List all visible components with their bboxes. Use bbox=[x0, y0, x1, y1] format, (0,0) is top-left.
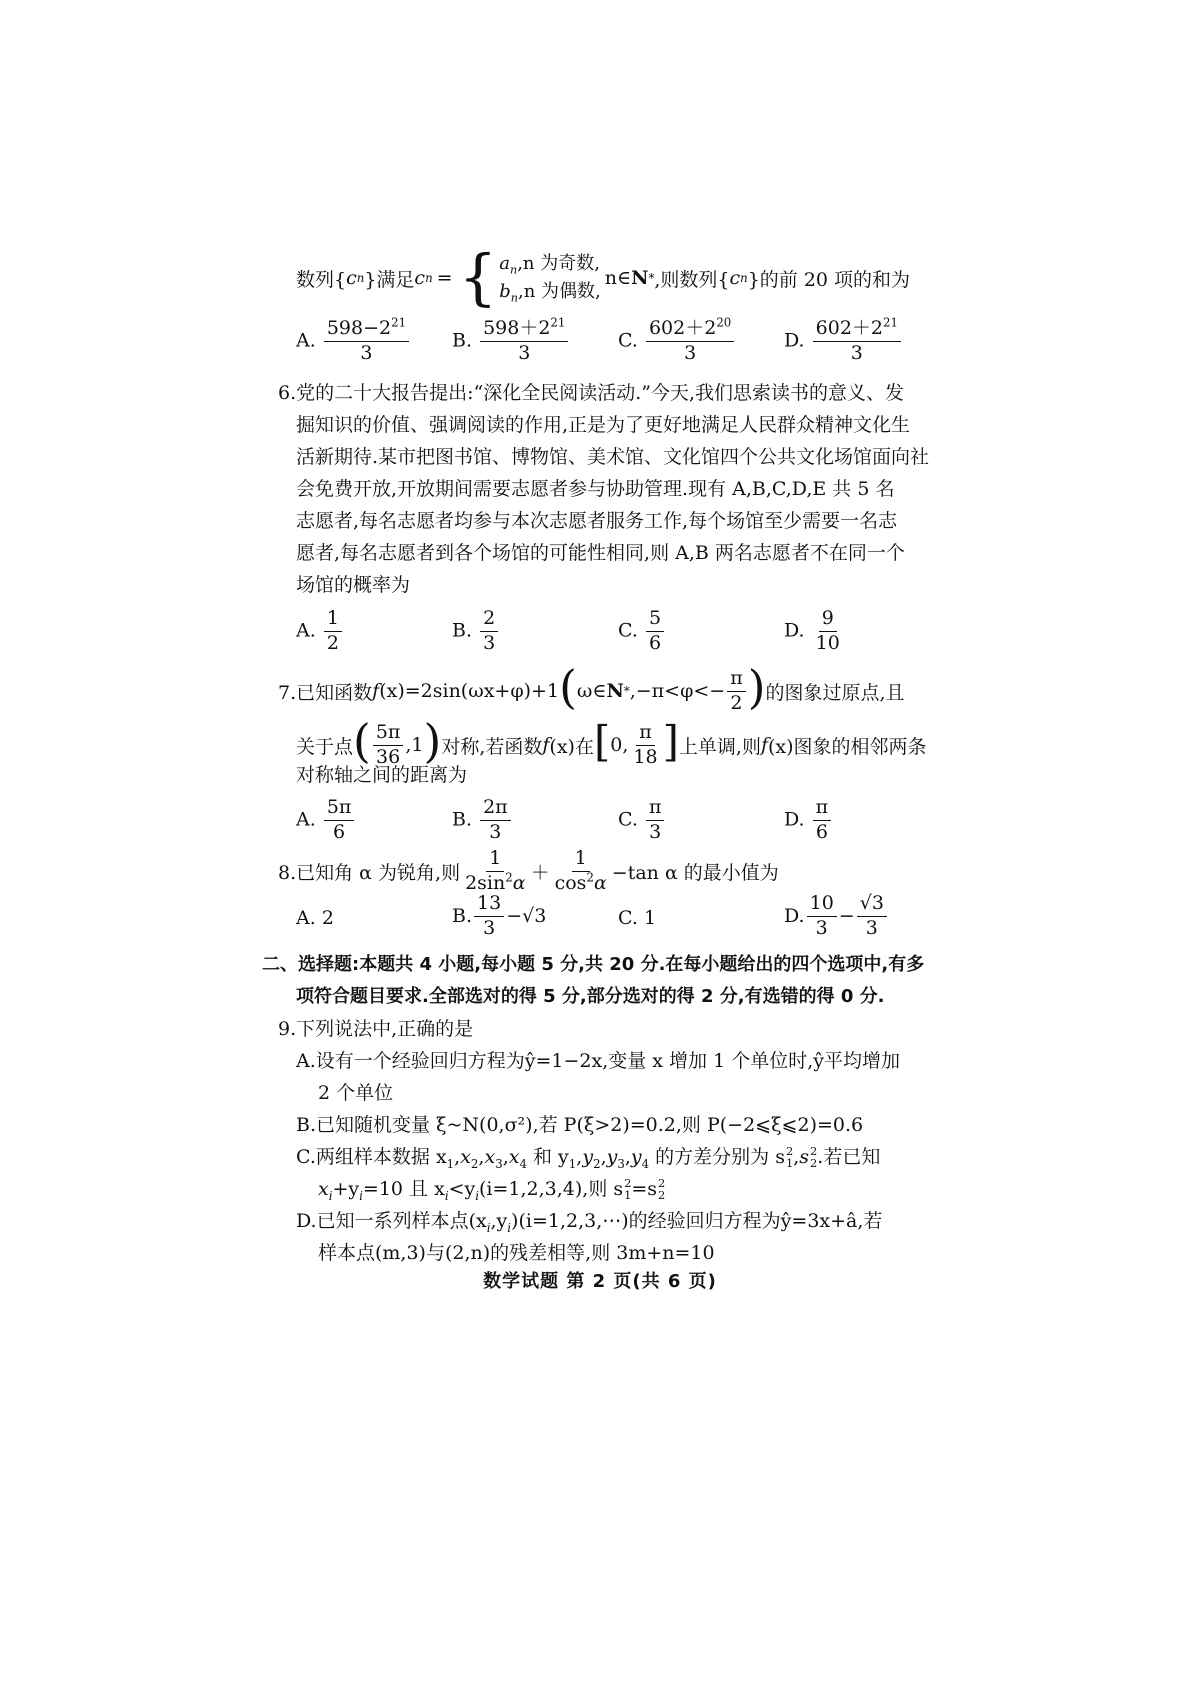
q6-line bbox=[296, 410, 910, 437]
fraction bbox=[727, 668, 746, 715]
denominator: 3 bbox=[815, 916, 828, 939]
fraction bbox=[324, 797, 355, 844]
q9-b-line: B.已知随机变量 ξ~N(0,σ²),若 P(ξ>2)=0.2,则 P(−2⩽ξ⩽2)=0.6 bbox=[296, 1114, 864, 1136]
q9-c-text: .若已知 bbox=[817, 1146, 881, 1168]
q7-text: ω∈ bbox=[576, 680, 607, 703]
q7-text: 的图象过原点,且 bbox=[765, 681, 905, 704]
section-2-line-1: 二、选择题:本题共 4 小题,每小题 5 分,共 20 分.在每小题给出的四个选项中,有多 bbox=[262, 954, 925, 975]
num-text: 598−2 bbox=[326, 317, 392, 339]
exponent: 21 bbox=[883, 315, 898, 330]
numerator bbox=[324, 315, 409, 342]
option-minus: − bbox=[838, 905, 855, 928]
denominator: 3 bbox=[518, 341, 531, 364]
option-label: A. bbox=[296, 907, 316, 929]
fraction bbox=[630, 722, 660, 769]
denominator: 18 bbox=[633, 745, 658, 768]
q5-tail-end: }的前 20 项的和为 bbox=[747, 268, 911, 291]
section-2-line-2: 项符合题目要求.全部选对的得 5 分,部分选对的得 2 分,有选错的得 0 分. bbox=[296, 986, 885, 1007]
fraction bbox=[857, 893, 887, 940]
option-label: A. bbox=[296, 808, 316, 831]
fraction bbox=[324, 608, 342, 655]
q9-d-text: )(i=1,2,3,⋯)的经验回归方程为ŷ=3x+â,若 bbox=[511, 1210, 883, 1232]
q5-case1-a: a bbox=[499, 253, 510, 275]
denominator: 6 bbox=[333, 820, 346, 843]
q7-f: f bbox=[542, 734, 550, 757]
q9-option-c-cont: $x_i+y_i=10$ 且 $x_i<y_i(i=1,2,3,4)$,则 s 2 1 =s 2 2 bbox=[318, 1176, 666, 1203]
q7-text: (x)在 bbox=[549, 735, 594, 758]
page-footer-text: 数学试题 第 2 页(共 6 页) bbox=[483, 1271, 717, 1292]
q5-stem: 数列{ c n }满足 c n = { $a_n,n$ 为奇数, $b_n,n$ 为偶数, n∈ N * ,则数列{ c n }的前 20 项的和为 bbox=[296, 243, 911, 313]
fraction bbox=[552, 848, 610, 895]
q7-text: 上单调,则 bbox=[678, 735, 761, 758]
den-alpha: α bbox=[512, 871, 526, 894]
q9-c-text: C.两组样本数据 x bbox=[296, 1146, 447, 1168]
numerator: 10 bbox=[807, 893, 837, 917]
num-text: 602＋2 bbox=[648, 317, 717, 339]
q5-c: c bbox=[346, 267, 357, 290]
option-label: B. bbox=[452, 905, 473, 928]
option-label: B. bbox=[452, 619, 473, 642]
q5-case1-sub: n bbox=[510, 263, 518, 277]
q6-line-text: 愿者,每名志愿者到各个场馆的可能性相同,则 A,B 两名志愿者不在同一个 bbox=[296, 542, 905, 564]
numerator: 5π bbox=[373, 722, 404, 746]
numerator: 1 bbox=[572, 848, 590, 872]
q5-N: N bbox=[631, 267, 649, 290]
page-footer bbox=[0, 1267, 1200, 1293]
q9-a-line-2: 2 个单位 bbox=[318, 1082, 394, 1104]
q9-d-text: D.已知一系列样本点(x bbox=[296, 1210, 487, 1232]
q9-option-d: D.已知一系列样本点$(x_i,y_i)(i=1,2,3,\cdots)$的经验回归方程为ŷ=3x+â,若 bbox=[296, 1210, 883, 1235]
q9-option-d-cont bbox=[318, 1238, 715, 1265]
q7-line-3 bbox=[296, 760, 467, 787]
q5-option-c bbox=[618, 315, 736, 365]
q9-c-text: +y bbox=[332, 1178, 360, 1200]
q9-stem-text: 9.下列说法中,正确的是 bbox=[278, 1018, 474, 1040]
q7-text: (x)图象的相邻两条 bbox=[768, 735, 927, 758]
q7-option-d bbox=[784, 797, 833, 844]
denominator: 3 bbox=[489, 820, 502, 843]
q9-c-text: (i=1,2,3,4),则 s bbox=[479, 1178, 624, 1200]
q6-line-text: 掘知识的价值、强调阅读的作用,正是为了更好地满足人民群众精神文化生 bbox=[296, 414, 911, 436]
q5-brace: { bbox=[458, 243, 498, 313]
q9-option-a bbox=[296, 1046, 900, 1073]
q7-text: 关于点 bbox=[296, 735, 354, 758]
num-text: 602＋2 bbox=[815, 317, 884, 339]
option-label: B. bbox=[452, 808, 473, 831]
exponent: 20 bbox=[716, 315, 732, 330]
denominator: 36 bbox=[376, 745, 401, 768]
q9-option-b bbox=[296, 1110, 863, 1137]
section-2-heading-cont bbox=[296, 982, 885, 1008]
fraction bbox=[480, 797, 511, 844]
q6-line-text: 活新期待.某市把图书馆、博物馆、美术馆、文化馆四个公共文化场馆面向社 bbox=[296, 446, 930, 468]
q9-c-text: =10 且 x bbox=[362, 1178, 445, 1200]
q7-text: ,1 bbox=[405, 734, 424, 757]
q7-f: f bbox=[760, 734, 769, 757]
q8-stem bbox=[278, 848, 779, 895]
option-tail: −√3 bbox=[506, 905, 547, 928]
q7-option-c bbox=[618, 797, 666, 844]
denominator: 3 bbox=[483, 916, 496, 939]
q5-cases bbox=[499, 250, 600, 306]
q5-option-d bbox=[784, 315, 903, 365]
option-label: D. bbox=[784, 808, 805, 831]
q9-c-text: 和 y bbox=[533, 1146, 569, 1168]
denominator bbox=[552, 872, 610, 895]
denominator: 3 bbox=[483, 631, 496, 654]
q7-f: f bbox=[372, 680, 380, 703]
den-text: cos bbox=[554, 871, 587, 894]
numerator: π bbox=[636, 722, 655, 746]
option-label: B. bbox=[452, 329, 473, 352]
den-text: 2sin bbox=[465, 871, 506, 894]
q5-case2 bbox=[499, 278, 600, 306]
numerator: 1 bbox=[324, 608, 342, 632]
denominator: 2 bbox=[326, 631, 339, 654]
numerator: π bbox=[727, 668, 746, 692]
exponent: 21 bbox=[391, 315, 407, 330]
q9-a-line-1: A.设有一个经验回归方程为ŷ=1−2x,变量 x 增加 1 个单位时,ŷ平均增加 bbox=[296, 1050, 901, 1072]
option-value: 2 bbox=[321, 907, 334, 929]
q8-text: 8.已知角 α 为锐角,则 bbox=[278, 861, 461, 884]
q9-option-c: C.两组样本数据 $x_1,x_2,x_3,x_4$ 和 $y_1,y_2,y_3,y_4$ 的方差分别为 s 2 1 ,s 2 2 .若已知 bbox=[296, 1144, 881, 1171]
q6-option-c bbox=[618, 608, 666, 655]
q8-option-c bbox=[618, 907, 656, 929]
numerator: 2π bbox=[480, 797, 511, 821]
fraction bbox=[462, 848, 529, 895]
q8-option-a bbox=[296, 907, 334, 929]
option-label: A. bbox=[296, 619, 316, 642]
fraction bbox=[646, 608, 664, 655]
denominator: 10 bbox=[815, 631, 840, 654]
fraction bbox=[813, 797, 832, 844]
exponent: 2 bbox=[505, 870, 513, 885]
fraction bbox=[474, 893, 504, 940]
fraction bbox=[813, 608, 843, 655]
q9-option-a-cont bbox=[318, 1078, 393, 1105]
q9-c-text: x bbox=[318, 1178, 329, 1200]
q5-intro: 数列{ bbox=[296, 268, 347, 291]
q5-option-a bbox=[296, 315, 411, 365]
denominator: 3 bbox=[850, 341, 863, 364]
q9-stem bbox=[278, 1014, 473, 1041]
denominator: 2 bbox=[730, 691, 743, 714]
q9-c-text: <y bbox=[448, 1178, 476, 1200]
q6-line-text: 志愿者,每名志愿者均参与本次志愿者服务工作,每个场馆至少需要一名志 bbox=[296, 510, 898, 532]
numerator: 5π bbox=[324, 797, 355, 821]
q6-line bbox=[296, 442, 929, 469]
q7-N: N bbox=[606, 680, 624, 703]
q6-line bbox=[296, 538, 905, 565]
numerator bbox=[646, 315, 734, 342]
fraction bbox=[646, 315, 734, 365]
q6-option-a bbox=[296, 608, 344, 655]
q7-line-2: 关于点 ( $\frac{5\pi}{36}$ ,1 ) 对称,若函数 f (x)在 [ 0, $\frac{\pi}{18}$ ] 上单调,则 f (x)图象的相邻两条 bbox=[296, 715, 927, 769]
q5-eq: = bbox=[436, 267, 453, 290]
q5-piecewise bbox=[457, 243, 601, 313]
q8-option-b bbox=[452, 893, 546, 940]
q7-text: 0, bbox=[610, 734, 629, 757]
q5-tail-c: c bbox=[729, 267, 741, 290]
q5-option-b bbox=[452, 315, 570, 365]
option-label: A. bbox=[296, 329, 316, 352]
q9-c-text: =s bbox=[631, 1178, 658, 1200]
option-label: C. bbox=[618, 907, 638, 929]
numerator bbox=[480, 315, 568, 342]
q7-option-a bbox=[296, 797, 356, 844]
q7-line-1: 7.已知函数 f (x)=2sin(ωx+φ)+1 ( ω∈ N * ,−π<φ<− $\frac{\pi}{2}$ ) 的图象过原点,且 bbox=[278, 661, 905, 715]
denominator: 3 bbox=[360, 341, 373, 364]
exponent: 2 bbox=[586, 870, 594, 885]
fraction bbox=[646, 797, 665, 844]
q6-line-text: 6.党的二十大报告提出:“深化全民阅读活动.”今天,我们思索读书的意义、发 bbox=[278, 382, 905, 404]
q5-tail: ,则数列{ bbox=[654, 268, 730, 291]
numerator: 5 bbox=[646, 608, 664, 632]
q6-line-text: 会免费开放,开放期间需要志愿者参与协助管理.现有 A,B,C,D,E 共 5 名 bbox=[296, 478, 895, 500]
option-label: D. bbox=[784, 329, 805, 352]
q5-n-in: n∈ bbox=[604, 267, 632, 290]
q8-text: −tan α 的最小值为 bbox=[611, 861, 779, 884]
fraction bbox=[807, 893, 837, 940]
q6-line bbox=[278, 378, 904, 405]
option-label: C. bbox=[618, 329, 638, 352]
denominator: 6 bbox=[815, 820, 828, 843]
q9-d-line-2: 样本点(m,3)与(2,n)的残差相等,则 3m+n=10 bbox=[318, 1242, 715, 1264]
exponent: 21 bbox=[550, 315, 566, 330]
option-value: 1 bbox=[643, 907, 657, 929]
numerator: π bbox=[646, 797, 665, 821]
denominator: 3 bbox=[684, 341, 697, 364]
numerator: 2 bbox=[480, 608, 498, 632]
option-label: D. bbox=[784, 905, 805, 928]
option-label: C. bbox=[618, 808, 638, 831]
option-label: C. bbox=[618, 619, 638, 642]
numerator bbox=[813, 315, 901, 342]
q6-line bbox=[296, 570, 410, 597]
denominator: 3 bbox=[649, 820, 662, 843]
fraction bbox=[480, 315, 568, 365]
q5-case1-tail: ,n 为奇数, bbox=[517, 253, 600, 275]
q5-case2-b: b bbox=[499, 281, 511, 303]
section-2-heading bbox=[262, 950, 924, 976]
q5-case1 bbox=[499, 250, 600, 278]
q6-line-text: 场馆的概率为 bbox=[296, 574, 411, 596]
q5-close-brace: }满足 bbox=[364, 268, 415, 291]
q5-c-lhs: c bbox=[414, 267, 426, 290]
fraction bbox=[480, 608, 498, 655]
q6-line bbox=[296, 506, 897, 533]
fraction bbox=[813, 315, 901, 365]
q6-line bbox=[296, 474, 894, 501]
q9-c-text: 的方差分别为 s bbox=[655, 1146, 785, 1168]
numerator: √3 bbox=[857, 893, 887, 917]
q6-option-b bbox=[452, 608, 500, 655]
num-text: 598＋2 bbox=[483, 317, 551, 339]
option-label: D. bbox=[784, 619, 805, 642]
q7-text: (x)=2sin(ωx+φ)+1 bbox=[379, 680, 560, 703]
q7-option-b bbox=[452, 797, 513, 844]
denominator: 6 bbox=[648, 631, 662, 654]
q5-case2-tail: ,n 为偶数, bbox=[517, 281, 601, 303]
numerator: 9 bbox=[819, 608, 837, 632]
numerator: 1 bbox=[486, 848, 504, 872]
numerator: 13 bbox=[474, 893, 504, 917]
q7-text: 对称轴之间的距离为 bbox=[296, 764, 468, 786]
q5-case2-sub: n bbox=[510, 291, 518, 305]
denominator: 3 bbox=[865, 916, 878, 939]
numerator: π bbox=[813, 797, 832, 821]
q9-d-text: ,y bbox=[490, 1210, 508, 1232]
q6-option-d bbox=[784, 608, 845, 655]
den-alpha: α bbox=[593, 871, 607, 894]
q7-text: ,−π<φ<− bbox=[629, 680, 726, 703]
fraction bbox=[324, 315, 409, 365]
q7-text: 对称,若函数 bbox=[441, 735, 543, 758]
q8-plus: ＋ bbox=[530, 861, 550, 884]
q7-text: 7.已知函数 bbox=[278, 681, 373, 704]
q8-option-d bbox=[784, 893, 889, 940]
